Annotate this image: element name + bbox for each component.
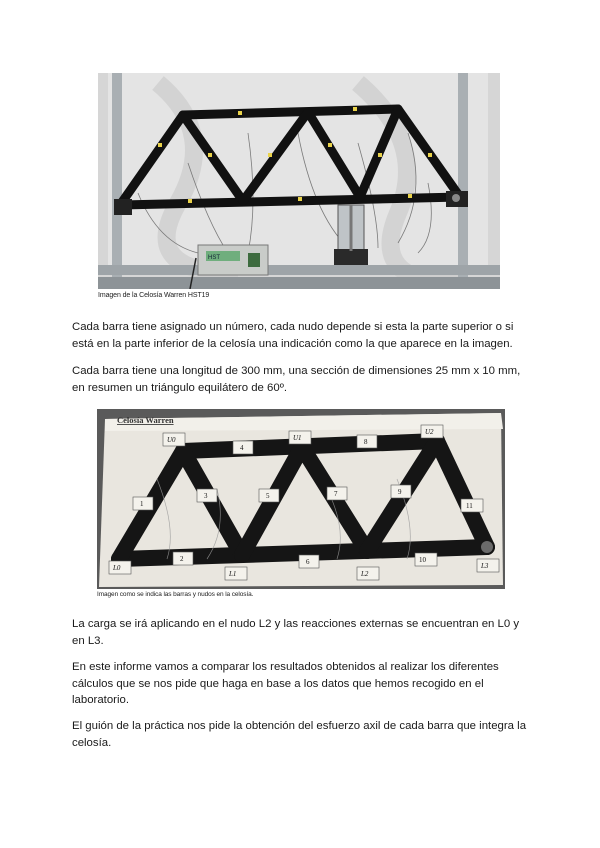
bar-label-3: 3 xyxy=(204,492,208,500)
figure2-caption: Imagen como se indica las barras y nudos en la celosía. xyxy=(97,591,254,598)
bar-label-2: 2 xyxy=(180,555,184,563)
bar-label-10: 10 xyxy=(419,556,426,564)
bar-label-6: 6 xyxy=(306,558,310,566)
bar-label-5: 5 xyxy=(266,492,270,500)
node-label-l0: L0 xyxy=(113,564,121,572)
bar-label-11: 11 xyxy=(466,502,473,510)
paragraph-numbering: Cada barra tiene asignado un número, cada nudo depende si esta la parte superior o si está en la parte inferior de la celosía una indicación como la que aparece en la imagen. xyxy=(72,321,514,350)
node-label-l3: L3 xyxy=(481,562,489,570)
bar-label-7: 7 xyxy=(334,490,338,498)
figure1-caption: Imagen de la Celosía Warren HST19 xyxy=(98,292,210,299)
paragraph-report: En este informe vamos a comparar los resultados obtenidos al realizar los diferentes cálculos que se nos pide que haga en base a los datos que hemos recogido en el laboratorio. xyxy=(72,661,499,706)
bar-label-4: 4 xyxy=(240,444,244,452)
diagram-title: Celosía Warren xyxy=(117,415,174,425)
node-label-l2: L2 xyxy=(361,570,369,578)
paragraph-dimensions: Cada barra tiene una longitud de 300 mm, una sección de dimensiones 25 mm x 10 mm, en resumen un triángulo equilátero de 60º. xyxy=(72,365,521,394)
paragraph-load: La carga se irá aplicando en el nudo L2 y las reacciones externas se encuentran en L0 y en L3. xyxy=(72,618,520,647)
node-label-u0: U0 xyxy=(167,436,176,444)
panel-display: HST xyxy=(208,255,220,261)
truss-photo xyxy=(98,73,500,289)
paragraph-objective: El guión de la práctica nos pide la obtención del esfuerzo axil de cada barra que integra la celosía. xyxy=(72,720,527,749)
labeled-truss-photo xyxy=(97,409,505,589)
node-label-u1: U1 xyxy=(293,434,302,442)
bar-label-1: 1 xyxy=(140,500,144,508)
node-label-u2: U2 xyxy=(425,428,434,436)
node-label-l1: L1 xyxy=(229,570,237,578)
bar-label-8: 8 xyxy=(364,438,368,446)
bar-label-9: 9 xyxy=(398,488,402,496)
